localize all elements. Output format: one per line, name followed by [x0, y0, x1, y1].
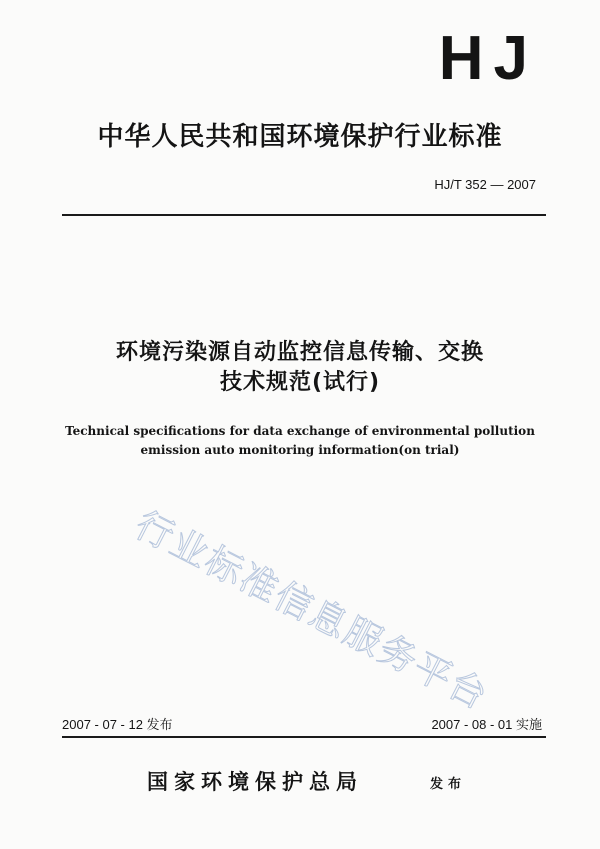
- standard-code: HJ/T 352 — 2007: [434, 177, 536, 192]
- hj-logo: HJ: [438, 24, 538, 93]
- bottom-divider: [62, 736, 546, 738]
- issue-date: 2007 - 07 - 12 发布: [62, 717, 173, 732]
- title-chinese-line-2: 技术规范(试行): [219, 370, 381, 395]
- title-chinese-line-1: 环境污染源自动监控信息传输、交换: [115, 340, 484, 365]
- standard-title: 中华人民共和国环境保护行业标准: [97, 122, 503, 152]
- issuing-agency: 国家环境保护总局: [147, 770, 363, 794]
- watermark-text: 行业标准信息服务平台: [128, 503, 496, 719]
- title-english-line-1: Technical specifications for data exchange of environmental pollution: [65, 424, 535, 438]
- top-divider: [62, 214, 546, 216]
- title-chinese: [0, 338, 600, 398]
- title-english: [0, 422, 600, 460]
- issuing-action: 发布: [430, 777, 467, 792]
- title-english-line-2: emission auto monitoring information(on trial): [140, 443, 460, 457]
- implementation-date: 2007 - 08 - 01 实施: [431, 717, 542, 732]
